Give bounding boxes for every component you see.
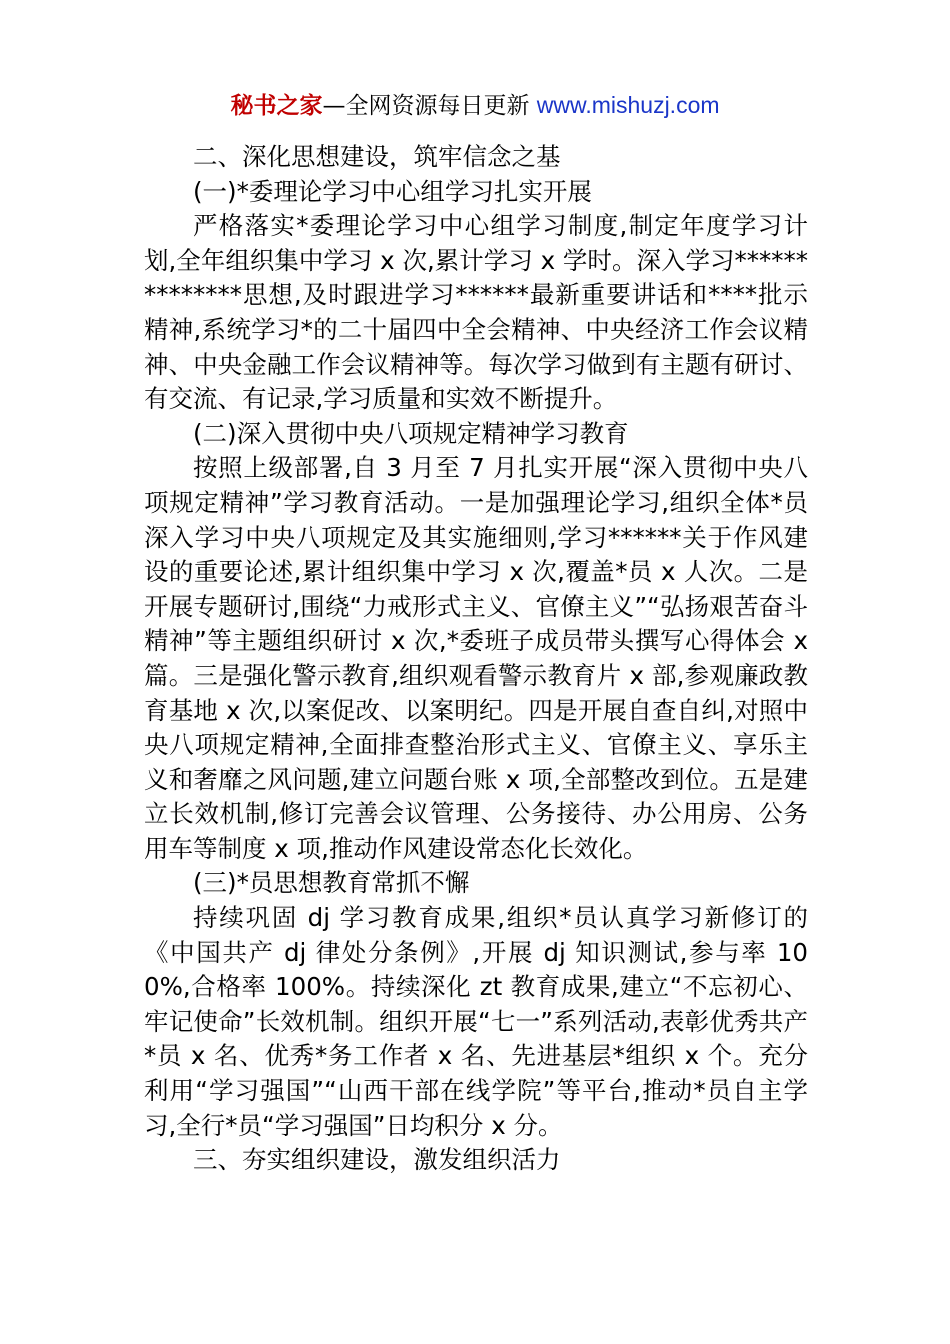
header-tagline: —全网资源每日更新 xyxy=(322,93,537,119)
subsection-heading-3: (三)*员思想教育常抓不懈 xyxy=(193,868,470,898)
section-heading-2: 二、深化思想建设，筑牢信念之基 xyxy=(193,142,561,171)
document-body xyxy=(144,140,808,1178)
body-paragraph: 持续巩固 dj 学习教育成果,组织*员认真学习新修订的《中国共产 dj 律处分条例》,开展 dj 知识测试,参与率 100%,合格率 100%。持续深化 zt 教育成果,建立“不忘初心、牢记使命”长效机制。组织开展“七一”系列活动,表彰优秀共产*员 x 名、优秀*务工作者 x 名、先进基层*组织 x 个。充分利用“学习强国”“山西干部在线学院”等平台,推动*员自主学习,全行*员“学习强国”日均积分 x 分。 xyxy=(144,903,808,1140)
subsection-heading-2: (二)深入贯彻中央八项规定精神学习教育 xyxy=(193,418,629,448)
site-header xyxy=(0,88,950,123)
brand-name: 秘书之家 xyxy=(230,93,323,119)
body-paragraph: 严格落实*委理论学习中心组学习制度,制定年度学习计划,全年组织集中学习 x 次,累计学习 x 学时。深入学习**************思想,及时跟进学习******最新重要讲话和****批示精神,系统学习*的二十届四中全会精神、中央经济工作会议精神、中央金融工作会议精神等。每次学习做到有主题有研讨、有交流、有记录,学习质量和实效不断提升。 xyxy=(144,211,808,414)
section-heading-3: 三、夯实组织建设，激发组织活力 xyxy=(193,1145,561,1175)
site-url-link[interactable]: www.mishuzj.com xyxy=(536,92,720,118)
subsection-heading-1: (一)*委理论学习中心组学习扎实开展 xyxy=(193,176,592,206)
body-paragraph: 按照上级部署,自 3 月至 7 月扎实开展“深入贯彻中央八项规定精神”学习教育活动。一是加强理论学习,组织全体*员深入学习中央八项规定及其实施细则,学习******关于作风建设的重要论述,累计组织集中学习 x 次,覆盖*员 x 人次。二是开展专题研讨,围绕“力戒形式主义、官僚主义”“弘扬艰苦奋斗精神”等主题组织研讨 x 次,*委班子成员带头撰写心得体会 x 篇。三是强化警示教育,组织观看警示教育片 x 部,参观廉政教育基地 x 次,以案促改、以案明纪。四是开展自查自纠,对照中央八项规定精神,全面排查整治形式主义、官僚主义、享乐主义和奢靡之风问题,建立问题台账 x 项,全部整改到位。五是建立长效机制,修订完善会议管理、公务接待、办公用房、公务用车等制度 x 项,推动作风建设常态化长效化。 xyxy=(144,453,808,863)
